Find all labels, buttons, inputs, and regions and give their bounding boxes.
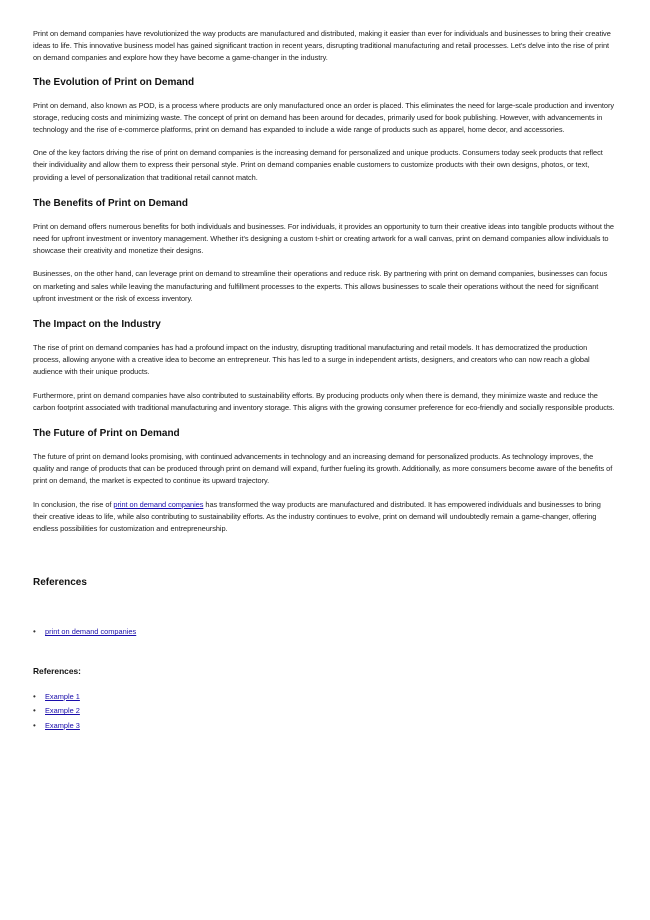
section-heading-evolution: The Evolution of Print on Demand (33, 76, 195, 88)
conclusion-paragraph (33, 499, 616, 536)
references-secondary-list (33, 690, 616, 734)
section-heading-future: The Future of Print on Demand (33, 428, 180, 440)
list-item (33, 690, 616, 705)
references-list (33, 625, 616, 640)
list-item (33, 719, 616, 734)
reference-link[interactable]: print on demand companies (45, 627, 137, 637)
references-secondary-heading: References: (33, 665, 81, 676)
list-item (33, 704, 616, 719)
bullet-icon: • (33, 720, 36, 730)
impact-paragraph-2: Furthermore, print on demand companies have also contributed to sustainability efforts. By producing products only when there is demand, they minimize waste and reduce the carbon footprint associated with traditional manufacturing and inventory storage. This aligns with the growing consumer preference for eco-friendly and socially responsible products. (33, 390, 615, 412)
bullet-icon: • (33, 706, 36, 716)
list-item (33, 625, 616, 640)
conclusion-text-after: has transformed the way products are manufactured and distributed. It has empowered individuals and businesses to bring their creative ideas to life, while also contributing to sustainability efforts. As the industry continues to evolve, print on demand will undoubtedly remain a game-changer, offering endless possibilities for customization and entrepreneurship. (33, 499, 601, 534)
section-heading-benefits: The Benefits of Print on Demand (33, 197, 189, 209)
example-link-2[interactable]: Example 2 (45, 706, 80, 716)
section-heading-impact: The Impact on the Industry (33, 319, 161, 331)
benefits-paragraph-1: Print on demand offers numerous benefits for both individuals and businesses. For individuals, it provides an opportunity to turn their creative ideas into tangible products without the need for upfront investment or inventory management. Whether it's designing a custom t-shirt or creating artwork for a wall canvas, print on demand companies allow individuals to showcase their creativity and monetize their designs. (33, 221, 614, 256)
impact-paragraph-1: The rise of print on demand companies has had a profound impact on the industry, disrupting traditional manufacturing and retail models. It has democratized the production process, allowing anyone with a creative idea to become an entrepreneur. This has led to a surge in independent artists, designers, and creators who can now reach a global audience with their unique products. (33, 343, 590, 377)
example-link-1[interactable]: Example 1 (45, 691, 80, 701)
evolution-paragraph-1: Print on demand, also known as POD, is a process where products are only manufactured once an order is placed. This eliminates the need for large-scale production and inventory storage, reducing costs and minimizing waste. The concept of print on demand has been around for decades, primarily used for book publishing. However, with advancements in technology and the rise of e-commerce platforms, print on demand has expanded to include a wide range of products such as apparel, home decor, and accessories. (33, 100, 614, 135)
intro-paragraph: Print on demand companies have revolutionized the way products are manufactured and distributed, making it easier than ever for individuals and businesses to bring their creative ideas to life. This innovative business model has gained significant traction in recent years, disrupting traditional manufacturing and retail processes. Let's delve into the rise of print on demand companies and explore how they have become a game-changer in the industry. (33, 29, 611, 63)
bullet-icon: • (33, 691, 36, 701)
example-link-3[interactable]: Example 3 (45, 720, 80, 730)
references-heading: References (33, 577, 87, 589)
benefits-paragraph-2: Businesses, on the other hand, can leverage print on demand to streamline their operations and reduce risk. By partnering with print on demand companies, businesses can focus on marketing and sales while leaving the manufacturing and fulfillment processes to the experts. This allows businesses to scale their operations without the need for significant upfront investment or the risk of excess inventory. (33, 269, 608, 303)
bullet-icon: • (33, 627, 36, 637)
conclusion-text-before: In conclusion, the rise of (33, 499, 114, 509)
evolution-paragraph-2: One of the key factors driving the rise of print on demand companies is the increasing demand for personalized and unique products. Consumers today seek products that reflect their individuality and allow them to express their personal style. Print on demand companies enable customers to customize products with their own designs, photos, or text, providing a level of personalization that traditional retail cannot match. (33, 148, 603, 182)
conclusion-link[interactable]: print on demand companies (113, 499, 204, 509)
future-paragraph-1: The future of print on demand looks promising, with continued advancements in technology and an increasing demand for personalized products. As technology improves, the quality and range of products that can be produced through print on demand will expand, further fueling its growth. Additionally, as more consumers become aware of the benefits of print on demand, the market is expected to continue its upward trajectory. (33, 452, 613, 486)
